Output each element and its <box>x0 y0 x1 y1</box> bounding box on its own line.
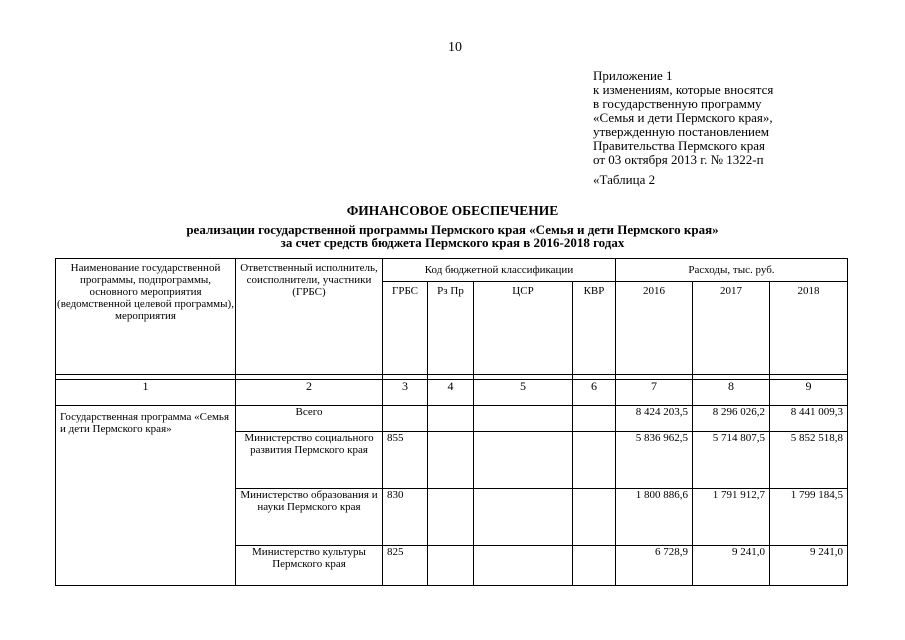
document-subtitle: реализации государственной программы Пермского края «Семья и дети Пермского края» <box>186 222 719 237</box>
csr-cell <box>474 406 573 432</box>
header-csr: ЦСР <box>474 282 573 375</box>
column-number: 3 <box>383 380 428 406</box>
column-number: 4 <box>428 380 474 406</box>
appendix-line: в государственную программу <box>593 96 762 111</box>
grbs-cell: 830 <box>383 489 428 546</box>
value-2016: 5 836 962,5 <box>616 432 693 489</box>
executor-cell: Министерство образования и науки Пермского края <box>236 489 383 546</box>
rzpr-cell <box>428 546 474 586</box>
executor-cell: Министерство культуры Пермского края <box>236 546 383 586</box>
appendix-line: к изменениям, которые вносятся <box>593 82 774 97</box>
grbs-cell: 825 <box>383 546 428 586</box>
grbs-cell <box>383 406 428 432</box>
value-2018: 8 441 009,3 <box>770 406 848 432</box>
value-2017: 9 241,0 <box>693 546 770 586</box>
table-label: «Таблица 2 <box>593 172 656 187</box>
column-number: 6 <box>573 380 616 406</box>
csr-cell <box>474 489 573 546</box>
grbs-cell: 855 <box>383 432 428 489</box>
value-2018: 5 852 518,8 <box>770 432 848 489</box>
value-2017: 1 791 912,7 <box>693 489 770 546</box>
column-number: 9 <box>770 380 848 406</box>
value-2016: 8 424 203,5 <box>616 406 693 432</box>
table-row <box>56 406 848 432</box>
appendix-note <box>593 69 773 167</box>
column-number: 7 <box>616 380 693 406</box>
kvr-cell <box>573 489 616 546</box>
kvr-cell <box>573 406 616 432</box>
appendix-line: Правительства Пермского края <box>593 138 765 153</box>
header-name: Наименование государственной программы, подпрограммы, основного мероприятия (ведомственной целевой программы), мероприятия <box>56 259 236 375</box>
csr-cell <box>474 546 573 586</box>
header-grbs: ГРБС <box>383 282 428 375</box>
rzpr-cell <box>428 432 474 489</box>
financing-table <box>55 258 848 586</box>
document-title: ФИНАНСОВОЕ ОБЕСПЕЧЕНИЕ <box>346 203 559 218</box>
rzpr-cell <box>428 406 474 432</box>
header-2016: 2016 <box>616 282 693 375</box>
column-number: 2 <box>236 380 383 406</box>
document-subtitle-2: за счет средств бюджета Пермского края в 2016-2018 годах <box>280 235 625 250</box>
executor-cell: Министерство социального развития Пермского края <box>236 432 383 489</box>
executor-cell: Всего <box>236 406 383 432</box>
value-2018: 9 241,0 <box>770 546 848 586</box>
value-2017: 5 714 807,5 <box>693 432 770 489</box>
appendix-line: Приложение 1 <box>593 68 673 83</box>
header-budget-code: Код бюджетной классификации <box>383 259 616 282</box>
column-number: 1 <box>56 380 236 406</box>
column-number: 8 <box>693 380 770 406</box>
csr-cell <box>474 432 573 489</box>
header-rzpr: Рз Пр <box>428 282 474 375</box>
header-expenses: Расходы, тыс. руб. <box>616 259 848 282</box>
header-executor: Ответственный исполнитель, соисполнители, участники (ГРБС) <box>236 259 383 375</box>
header-2018: 2018 <box>770 282 848 375</box>
value-2016: 6 728,9 <box>616 546 693 586</box>
appendix-line: «Семья и дети Пермского края», <box>593 110 773 125</box>
page-number: 10 <box>448 40 462 55</box>
appendix-line: утвержденную постановлением <box>593 124 770 139</box>
column-number: 5 <box>474 380 573 406</box>
header-2017: 2017 <box>693 282 770 375</box>
header-kvr: КВР <box>573 282 616 375</box>
program-name: Государственная программа «Семья и дети Пермского края» <box>56 406 236 586</box>
value-2017: 8 296 026,2 <box>693 406 770 432</box>
kvr-cell <box>573 432 616 489</box>
appendix-line: от 03 октября 2013 г. № 1322-п <box>593 152 764 167</box>
rzpr-cell <box>428 489 474 546</box>
value-2016: 1 800 886,6 <box>616 489 693 546</box>
kvr-cell <box>573 546 616 586</box>
value-2018: 1 799 184,5 <box>770 489 848 546</box>
